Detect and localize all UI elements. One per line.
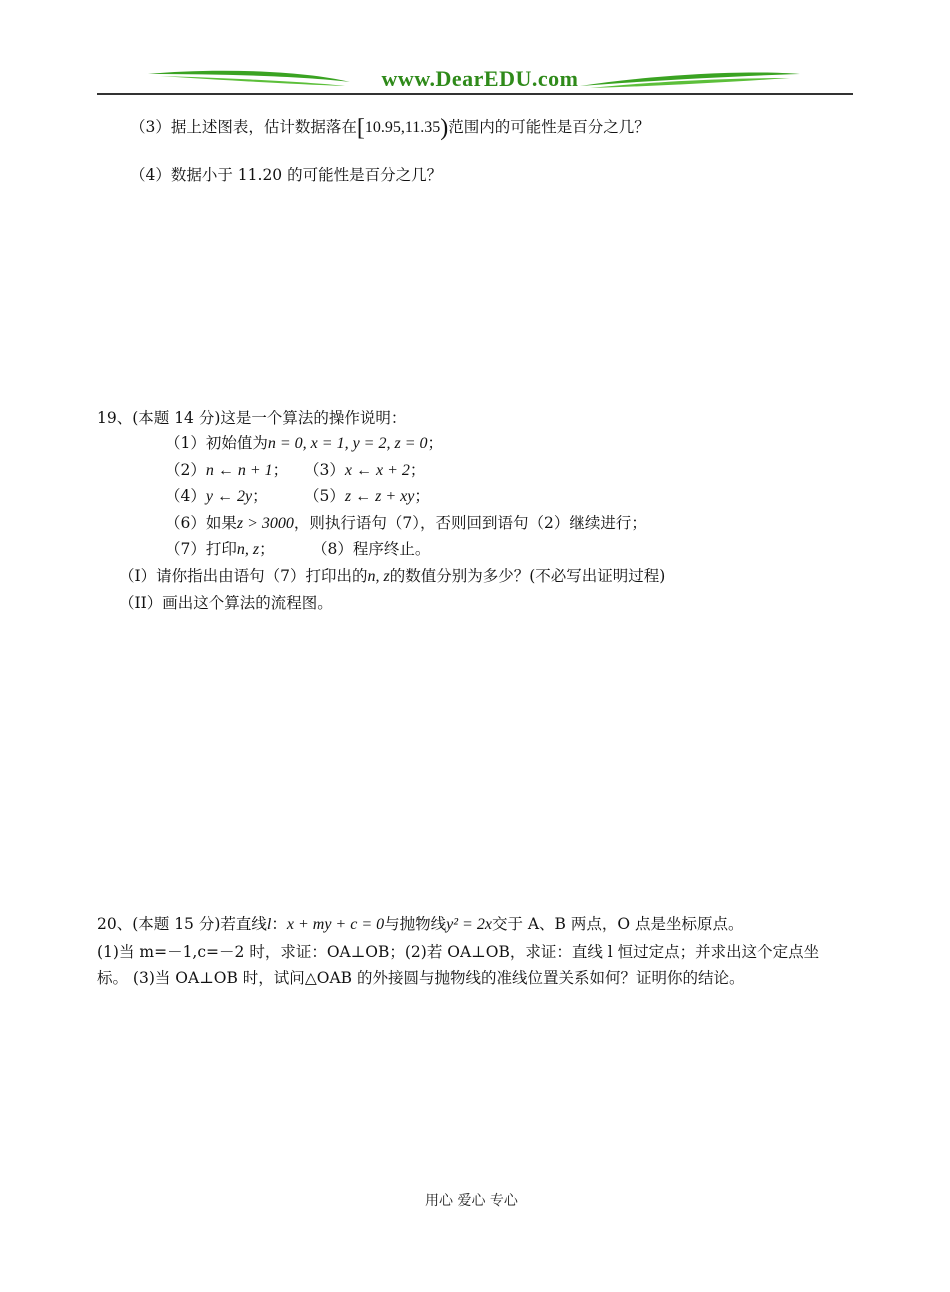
q20-line2: (1)当 m=－1,c=－2 时，求证：OA⊥OB；(2)若 OA⊥OB，求证：直线 l 恒过定点；并求出这个定点坐 bbox=[97, 943, 820, 961]
q19-part-II: （II）画出这个算法的流程图。 bbox=[119, 594, 333, 612]
q19-step4 bbox=[165, 485, 268, 508]
step1-end: ； bbox=[427, 434, 444, 452]
q19-step8: （8）程序终止。 bbox=[312, 540, 431, 558]
q19-step1 bbox=[165, 432, 443, 455]
interval-close-paren: ) bbox=[440, 115, 449, 141]
step7-end: ； bbox=[259, 540, 275, 558]
partI-math: n, z bbox=[367, 568, 390, 585]
step6-math: z > 3000 bbox=[236, 515, 294, 532]
q20-line1 bbox=[97, 913, 744, 936]
line-equation: x + my + c = 0 bbox=[286, 916, 385, 933]
q20-intro: 20、(本题 15 分)若直线 bbox=[97, 915, 267, 933]
step6-end: ，则执行语句（7），否则回到语句（2）继续进行； bbox=[293, 514, 647, 532]
step2-label: （2） bbox=[165, 461, 206, 479]
step2-math: n ← n + 1 bbox=[205, 462, 273, 479]
step5-end: ； bbox=[414, 487, 430, 505]
q19-step6 bbox=[165, 512, 647, 535]
interval-open-bracket: [ bbox=[356, 115, 365, 141]
header-rule bbox=[97, 93, 853, 95]
q19-step7 bbox=[165, 538, 275, 561]
step4-math: y ← 2y bbox=[205, 488, 253, 505]
partI-after: 的数值分别为多少？(不必写出证明过程) bbox=[389, 567, 666, 585]
interval-values: 10.95,11.35 bbox=[364, 119, 441, 136]
step1-label: （1）初始值为 bbox=[165, 434, 268, 452]
parabola-equation: y² = 2x bbox=[446, 916, 492, 933]
q19-title: 19、(本题 14 分)这是一个算法的操作说明： bbox=[97, 409, 407, 427]
q19-part-I bbox=[119, 565, 665, 588]
step4-end: ； bbox=[252, 487, 268, 505]
q19-step3 bbox=[304, 459, 425, 482]
page-footer: 用心 爱心 专心 bbox=[425, 1193, 518, 1209]
step3-math: x ← x + 2 bbox=[344, 462, 410, 479]
line-symbol-l: l bbox=[266, 916, 272, 933]
q20-line3: 标。 (3)当 OA⊥OB 时，试问△OAB 的外接圆与抛物线的准线位置关系如何？证明你的结论。 bbox=[97, 969, 745, 987]
brand-logo-text: www.DearEDU.com bbox=[381, 66, 579, 91]
step7-label: （7）打印 bbox=[165, 540, 237, 558]
step3-label: （3） bbox=[304, 461, 345, 479]
step4-label: （4） bbox=[165, 487, 206, 505]
step1-math: n = 0, x = 1, y = 2, z = 0 bbox=[267, 435, 428, 452]
q18-part4: （4）数据小于 11.20 的可能性是百分之几？ bbox=[130, 166, 443, 184]
step7-math: n, z bbox=[236, 541, 260, 558]
q20-intersect-text: 交于 A、B 两点，O 点是坐标原点。 bbox=[491, 915, 744, 933]
step2-end: ； bbox=[272, 461, 289, 479]
q19-step5 bbox=[304, 485, 430, 508]
step6-label: （6）如果 bbox=[165, 514, 237, 532]
q18-part3-before: （3）据上述图表，估计数据落在 bbox=[130, 118, 357, 136]
q18-part3 bbox=[130, 116, 650, 139]
step3-end: ； bbox=[409, 461, 426, 479]
step5-label: （5） bbox=[304, 487, 345, 505]
q18-part3-after: 范围内的可能性是百分之几？ bbox=[448, 118, 650, 136]
step5-math: z ← z + xy bbox=[344, 488, 415, 505]
q20-parabola-label: 与抛物线 bbox=[384, 915, 447, 933]
q19-step2 bbox=[165, 459, 288, 482]
partI-before: （I）请你指出由语句（7）打印出的 bbox=[119, 567, 368, 585]
q20-colon: ： bbox=[271, 915, 287, 933]
